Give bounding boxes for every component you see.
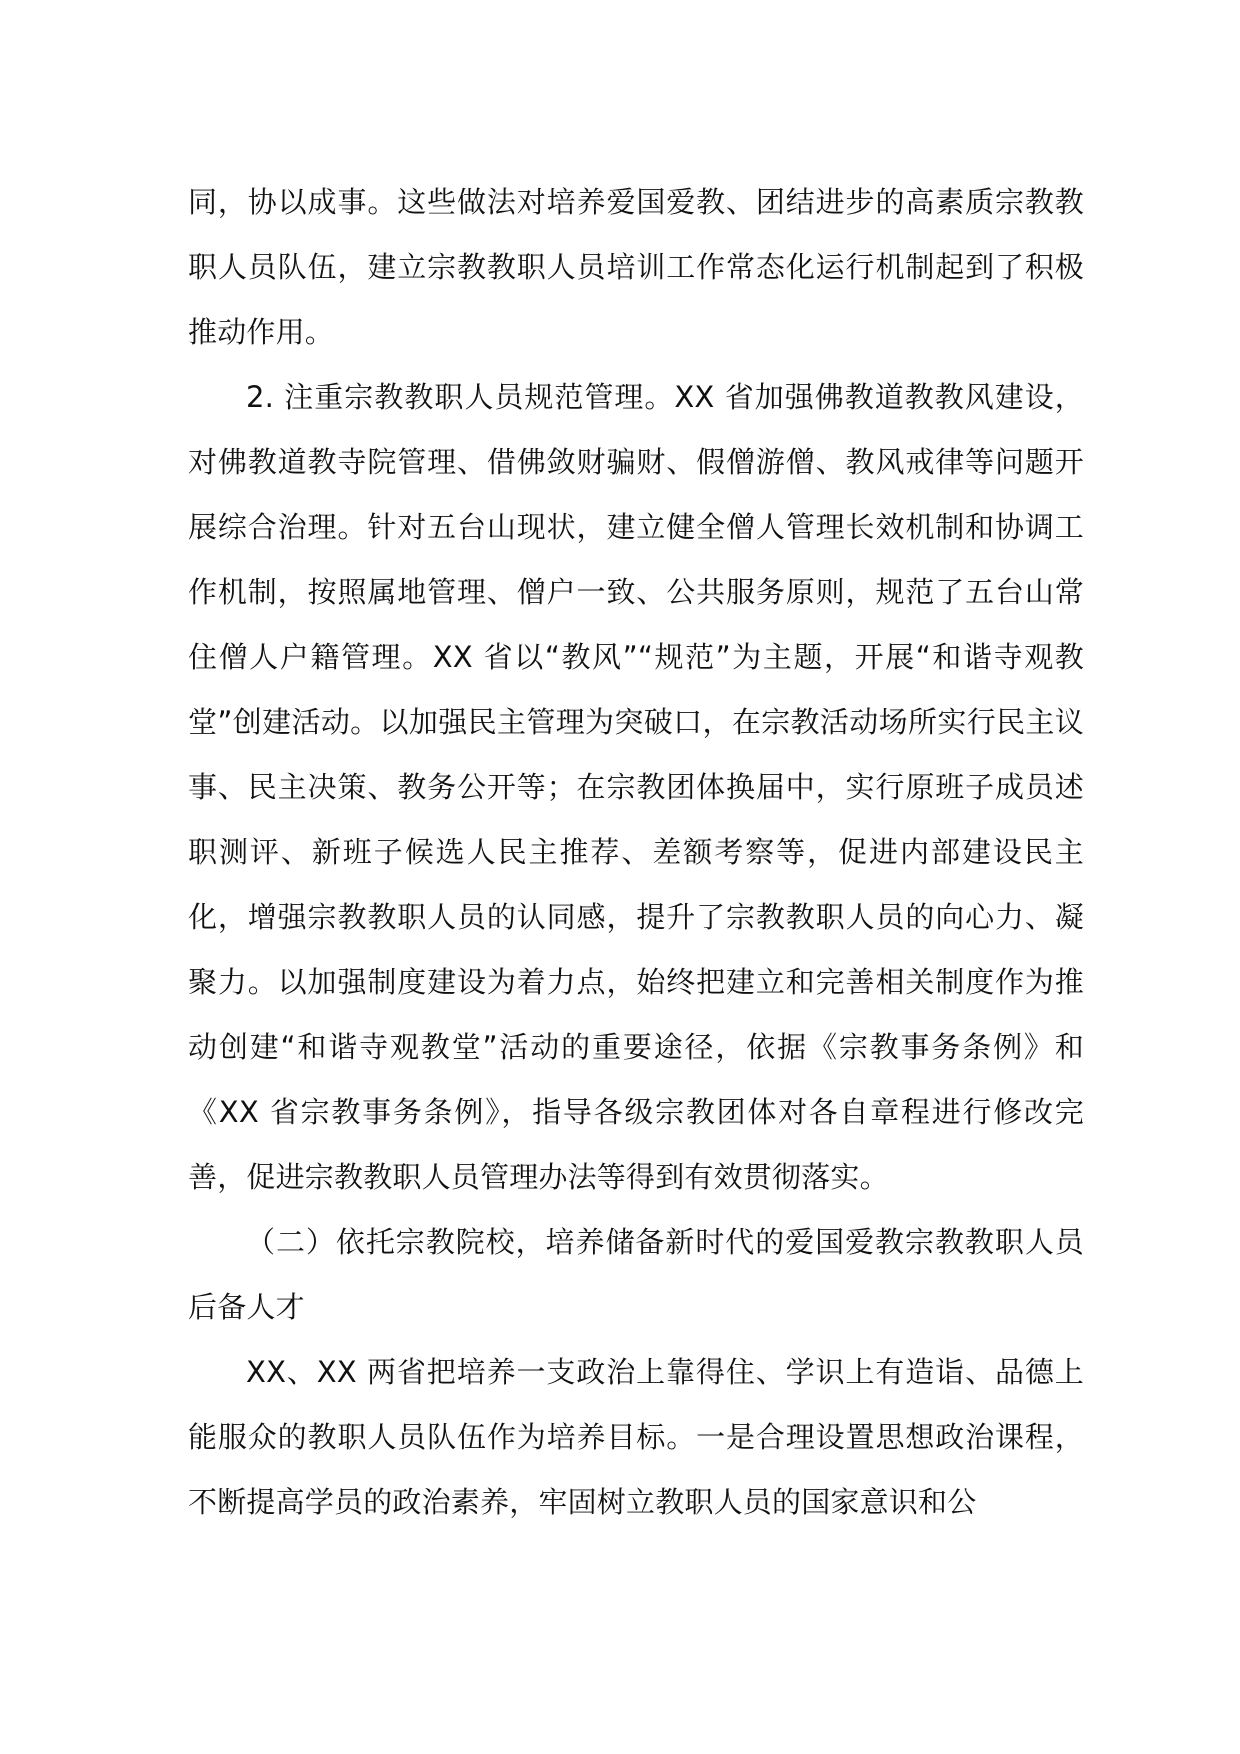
paragraph-training-goal: XX、XX 两省把培养一支政治上靠得住、学识上有造诣、品德上能服众的教职人员队伍作为培养目标。一是合理设置思想政治课程，不断提高学员的政治素养，牢固树立教职人员的国家意识和公 xyxy=(188,1355,1084,1519)
paragraph-continuation: 同，协以成事。这些做法对培养爱国爱教、团结进步的高素质宗教教职人员队伍，建立宗教教职人员培训工作常态化运行机制起到了积极推动作用。 xyxy=(188,185,1084,349)
section-heading: （二）依托宗教院校，培养储备新时代的爱国爱教宗教教职人员后备人才 xyxy=(188,1225,1084,1324)
paragraph-management: 2. 注重宗教教职人员规范管理。XX 省加强佛教道教教风建设，对佛教道教寺院管理、借佛敛财骗财、假僧游僧、教风戒律等问题开展综合治理。针对五台山现状，建立健全僧人管理长效机制和协调工作机制，按照属地管理、僧户一致、公共服务原则，规范了五台山常住僧人户籍管理。XX 省以“教风”“规范”为主题，开展“和谐寺观教堂”创建活动。以加强民主管理为突破口，在宗教活动场所实行民主议事、民主决策、教务公开等；在宗教团体换届中，实行原班子成员述职测评、新班子候选人民主推荐、差额考察等，促进内部建设民主化，增强宗教教职人员的认同感，提升了宗教教职人员的向心力、凝聚力。以加强制度建设为着力点，始终把建立和完善相关制度作为推动创建“和谐寺观教堂”活动的重要途径，依据《宗教事务条例》和《XX 省宗教事务条例》，指导各级宗教团体对各自章程进行修改完善，促进宗教教职人员管理办法等得到有效贯彻落实。 xyxy=(188,380,1084,1194)
body-text xyxy=(188,170,1084,1535)
